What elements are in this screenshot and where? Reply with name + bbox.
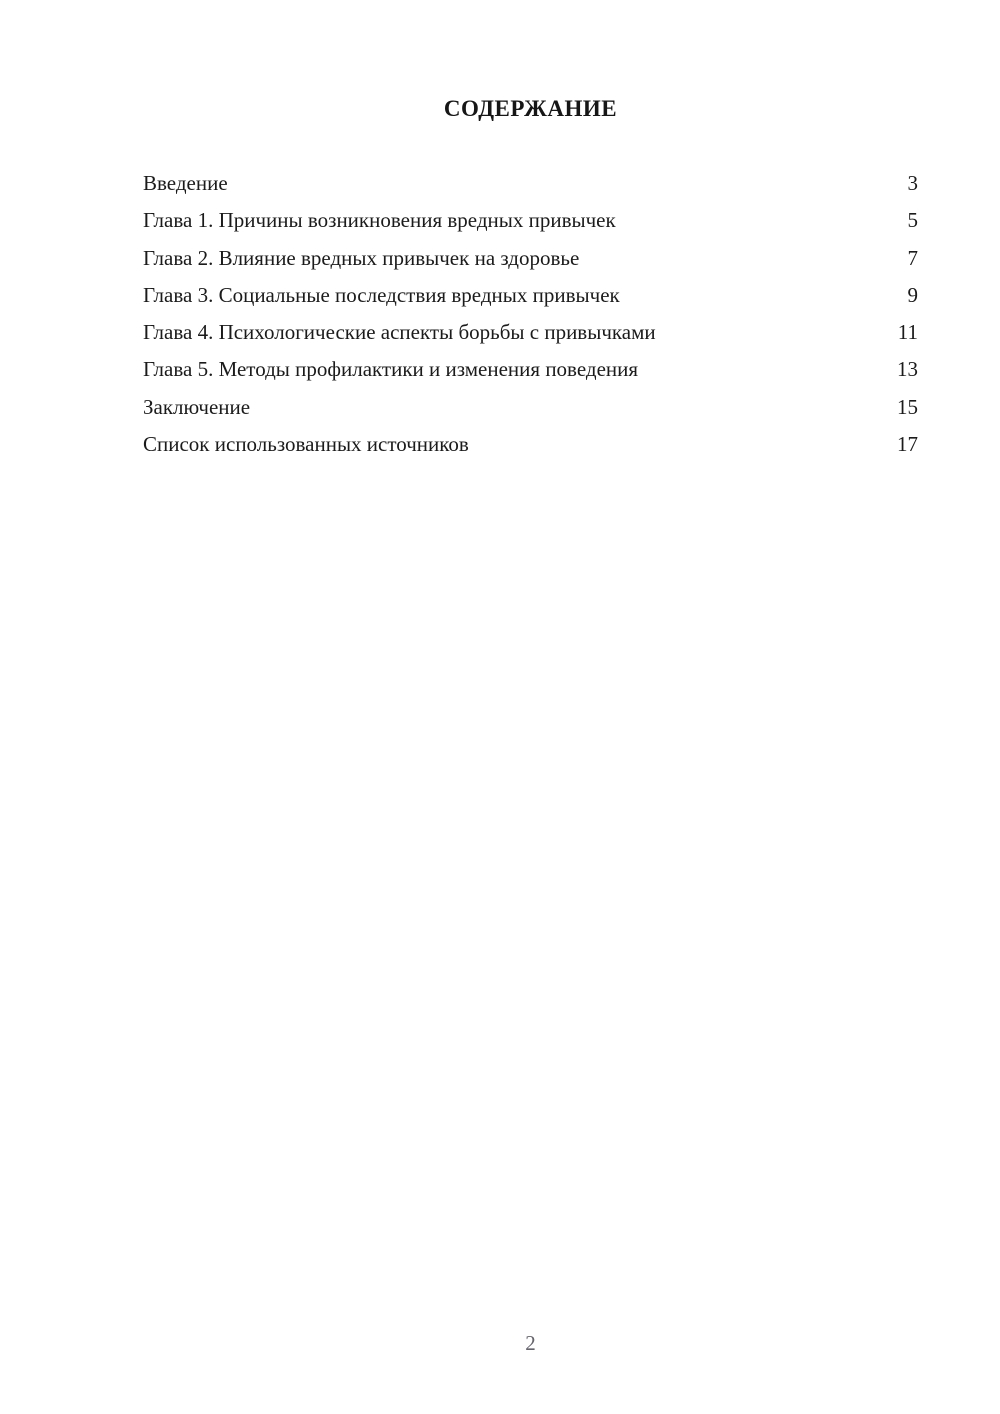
toc-row	[143, 277, 918, 314]
toc-entry-page: 17	[897, 432, 918, 457]
toc-entry-page: 7	[907, 245, 918, 270]
page-title: СОДЕРЖАНИЕ	[443, 96, 618, 121]
toc-row	[143, 165, 918, 202]
table-of-contents	[143, 165, 918, 463]
toc-row	[143, 314, 918, 351]
toc-entry-label: Глава 5. Методы профилактики и изменения поведения	[143, 357, 639, 382]
toc-row	[143, 389, 918, 426]
toc-entry-label: Глава 4. Психологические аспекты борьбы с привычками	[143, 320, 656, 345]
toc-entry-page: 3	[907, 171, 918, 195]
toc-entry-page: 13	[897, 357, 918, 382]
toc-entry-label: Введение	[143, 171, 228, 195]
toc-row	[143, 202, 918, 239]
toc-row	[143, 426, 918, 463]
toc-entry-page: 15	[897, 394, 918, 419]
page-number-footer: 2	[525, 1331, 536, 1355]
toc-entry-page: 5	[907, 208, 918, 233]
toc-entry-label: Заключение	[143, 394, 251, 419]
toc-entry-label: Глава 1. Причины возникновения вредных привычек	[143, 208, 616, 233]
toc-row	[143, 240, 918, 277]
toc-entry-label: Глава 3. Социальные последствия вредных привычек	[143, 282, 620, 307]
toc-entry-label: Список использованных источников	[143, 432, 469, 457]
toc-entry-page: 11	[897, 320, 918, 345]
document-page	[143, 0, 918, 463]
toc-entry-label: Глава 2. Влияние вредных привычек на здоровье	[143, 245, 580, 270]
toc-row	[143, 351, 918, 388]
toc-entry-page: 9	[907, 282, 918, 307]
